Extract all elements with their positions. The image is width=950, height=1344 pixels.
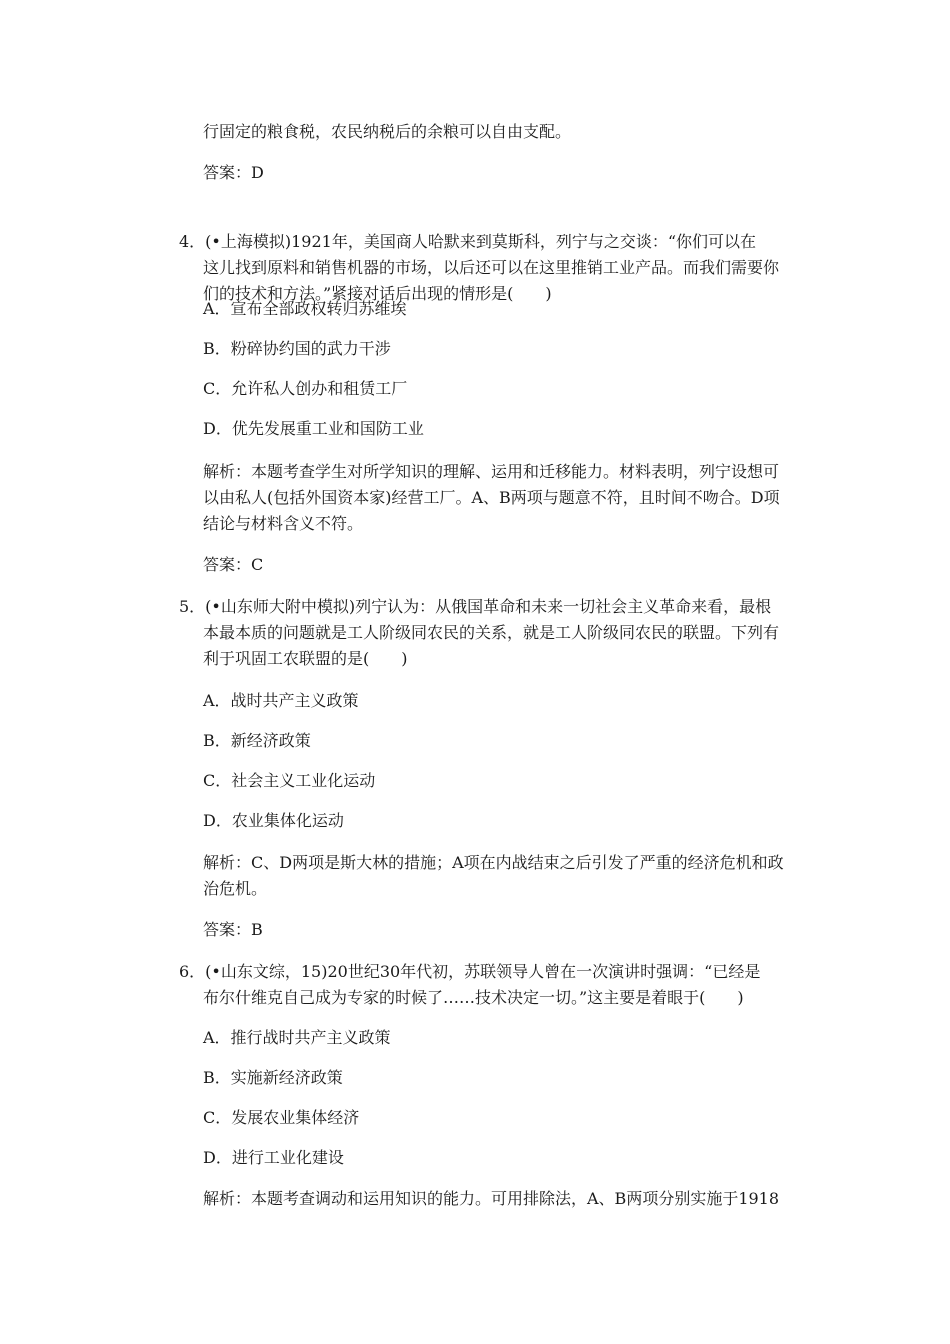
question-6-stem-line-2: 布尔什维克自己成为专家的时候了……技术决定一切。”这主要是着眼于( ) — [203, 988, 744, 1007]
question-5-stem-line-2: 本最本质的问题就是工人阶级同农民的关系，就是工人阶级同农民的联盟。下列有 — [203, 623, 780, 642]
question-5-analysis-line-2: 治危机。 — [203, 879, 268, 898]
question-6-option-a: A．推行战时共产主义政策 — [203, 1028, 391, 1047]
answer-q5: 答案：B — [203, 920, 263, 939]
question-5-analysis-line-1: 解析：C、D两项是斯大林的措施；A项在内战结束之后引发了严重的经济危机和政 — [203, 853, 784, 872]
question-5-option-b: B．新经济政策 — [203, 731, 311, 750]
question-4-stem-line-2: 这儿找到原料和销售机器的市场，以后还可以在这里推销工业产品。而我们需要你 — [203, 258, 780, 277]
question-4-option-c: C．允许私人创办和租赁工厂 — [203, 379, 408, 398]
question-4-stem-line-1: 4．(•上海模拟)1921年，美国商人哈默来到莫斯科，列宁与之交谈：“你们可以在 — [179, 232, 757, 251]
question-5-stem-line-1: 5．(•山东师大附中模拟)列宁认为：从俄国革命和未来一切社会主义革命来看，最根 — [179, 597, 772, 616]
analysis-continuation: 行固定的粮食税，农民纳税后的余粮可以自由支配。 — [203, 122, 572, 141]
question-4-option-a: A．宣布全部政权转归苏维埃 — [203, 299, 407, 318]
question-6-option-b: B．实施新经济政策 — [203, 1068, 343, 1087]
question-4-option-d: D．优先发展重工业和国防工业 — [203, 419, 424, 438]
question-6-analysis-line-1: 解析：本题考查调动和运用知识的能力。可用排除法，A、B两项分别实施于1918 — [203, 1189, 780, 1208]
question-6-option-d: D．进行工业化建设 — [203, 1148, 344, 1167]
question-4-option-b: B．粉碎协约国的武力干涉 — [203, 339, 391, 358]
question-4-analysis-line-3: 结论与材料含义不符。 — [203, 514, 364, 533]
question-5-option-d: D．农业集体化运动 — [203, 811, 344, 830]
question-4-analysis-line-1: 解析：本题考查学生对所学知识的理解、运用和迁移能力。材料表明，列宁设想可 — [203, 462, 780, 481]
answer-q4: 答案：C — [203, 555, 264, 574]
question-5-option-c: C．社会主义工业化运动 — [203, 771, 376, 790]
question-5-option-a: A．战时共产主义政策 — [203, 691, 359, 710]
question-6-stem-line-1: 6．(•山东文综，15)20世纪30年代初，苏联领导人曾在一次演讲时强调：“已经是 — [179, 962, 761, 981]
question-6-option-c: C．发展农业集体经济 — [203, 1108, 360, 1127]
answer-q3: 答案：D — [203, 163, 264, 182]
question-4-stem-line-3: 们的技术和方法。”紧接对话后出现的情形是( ) — [203, 284, 552, 303]
question-5-stem-line-3: 利于巩固工农联盟的是( ) — [203, 649, 408, 668]
question-4-analysis-line-2: 以由私人(包括外国资本家)经营工厂。A、B两项与题意不符，且时间不吻合。D项 — [203, 488, 780, 507]
